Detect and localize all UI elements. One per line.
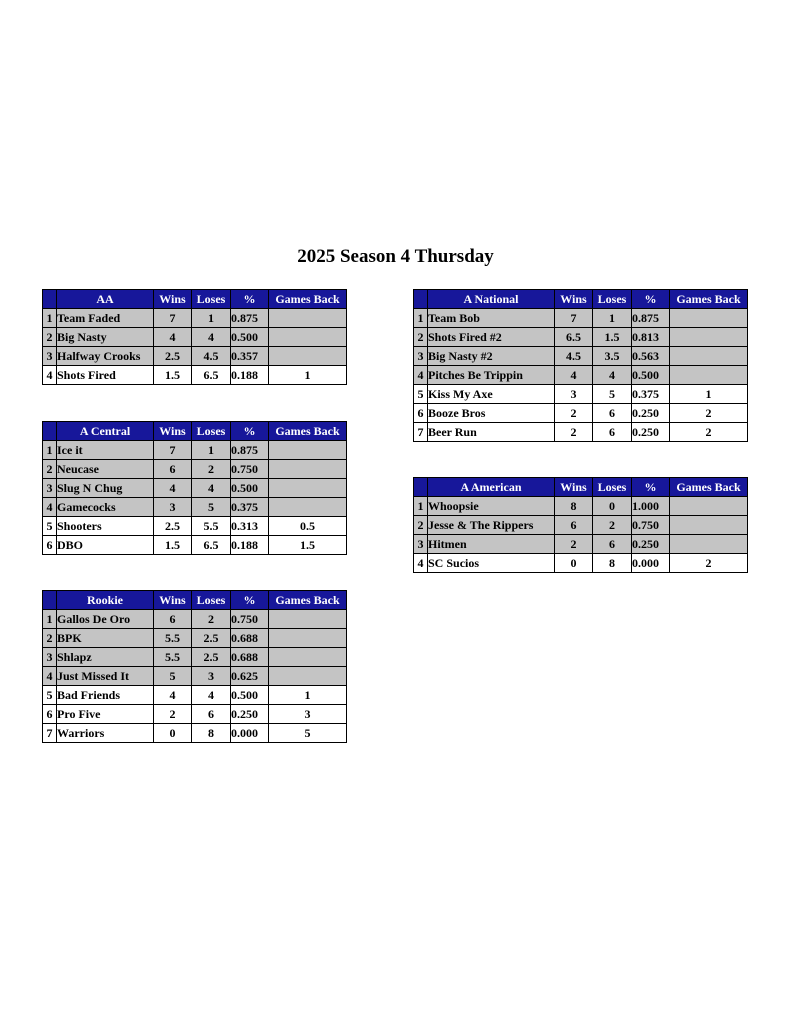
loses-cell: 6: [192, 705, 231, 724]
loses-cell: 0: [593, 497, 632, 516]
pct-header: %: [231, 290, 269, 309]
table-row: [414, 554, 748, 573]
team-name-cell: Beer Run: [428, 423, 555, 442]
pct-cell: 0.375: [632, 385, 670, 404]
games-back-cell: 1.5: [269, 536, 347, 555]
table-row: [43, 517, 347, 536]
wins-header: Wins: [555, 290, 593, 309]
team-name-cell: Pitches Be Trippin: [428, 366, 555, 385]
rank-cell: 2: [414, 516, 428, 535]
rank-cell: 3: [414, 535, 428, 554]
wins-cell: 2.5: [154, 347, 192, 366]
rank-header-cell: [43, 290, 57, 309]
games-back-cell: 2: [670, 404, 748, 423]
wins-cell: 6: [555, 516, 593, 535]
rank-header-cell: [43, 422, 57, 441]
rank-cell: 4: [43, 667, 57, 686]
table-row: [414, 404, 748, 423]
header-row: [43, 591, 347, 610]
team-name-cell: Just Missed It: [57, 667, 154, 686]
pct-cell: 0.250: [231, 705, 269, 724]
wins-header: Wins: [555, 478, 593, 497]
header-row: [43, 290, 347, 309]
team-name-cell: Big Nasty: [57, 328, 154, 347]
games-back-cell: 5: [269, 724, 347, 743]
table-row: [43, 498, 347, 517]
table-row: [43, 328, 347, 347]
pct-cell: 0.250: [632, 423, 670, 442]
loses-cell: 2: [593, 516, 632, 535]
team-name-cell: Team Bob: [428, 309, 555, 328]
loses-cell: 4: [192, 328, 231, 347]
rank-cell: 1: [43, 610, 57, 629]
games-back-cell: [670, 328, 748, 347]
games-back-cell: [269, 498, 347, 517]
rank-cell: 7: [414, 423, 428, 442]
loses-header: Loses: [192, 422, 231, 441]
wins-cell: 3: [555, 385, 593, 404]
table-row: [43, 648, 347, 667]
rank-cell: 1: [43, 441, 57, 460]
rank-cell: 2: [43, 460, 57, 479]
header-row: [414, 290, 748, 309]
team-name-cell: Gamecocks: [57, 498, 154, 517]
pct-cell: 0.813: [632, 328, 670, 347]
team-name-cell: Neucase: [57, 460, 154, 479]
team-name-cell: Jesse & The Rippers: [428, 516, 555, 535]
loses-cell: 3: [192, 667, 231, 686]
pct-header: %: [231, 422, 269, 441]
pct-cell: 0.750: [231, 610, 269, 629]
wins-cell: 2.5: [154, 517, 192, 536]
team-name-cell: DBO: [57, 536, 154, 555]
pct-cell: 0.500: [231, 479, 269, 498]
rank-cell: 6: [414, 404, 428, 423]
loses-cell: 6.5: [192, 536, 231, 555]
games-back-header: Games Back: [670, 290, 748, 309]
games-back-header: Games Back: [269, 591, 347, 610]
pct-cell: 0.375: [231, 498, 269, 517]
page-title: 2025 Season 4 Thursday: [297, 246, 494, 267]
wins-cell: 7: [154, 441, 192, 460]
wins-cell: 5: [154, 667, 192, 686]
rank-cell: 4: [43, 498, 57, 517]
table-row: [414, 309, 748, 328]
rank-cell: 1: [43, 309, 57, 328]
rank-cell: 2: [414, 328, 428, 347]
pct-cell: 0.313: [231, 517, 269, 536]
pct-cell: 0.688: [231, 629, 269, 648]
team-name-cell: Kiss My Axe: [428, 385, 555, 404]
table-row: [414, 535, 748, 554]
loses-cell: 4: [192, 686, 231, 705]
standings-table-rookie: [42, 590, 347, 743]
games-back-cell: 0.5: [269, 517, 347, 536]
division-name: Rookie: [57, 591, 154, 610]
rank-header-cell: [414, 290, 428, 309]
team-name-cell: Slug N Chug: [57, 479, 154, 498]
wins-cell: 0: [154, 724, 192, 743]
pct-cell: 0.000: [632, 554, 670, 573]
rank-cell: 2: [43, 328, 57, 347]
rank-cell: 6: [43, 705, 57, 724]
team-name-cell: Booze Bros: [428, 404, 555, 423]
games-back-cell: 1: [269, 366, 347, 385]
team-name-cell: Halfway Crooks: [57, 347, 154, 366]
table-row: [43, 460, 347, 479]
rank-cell: 4: [414, 366, 428, 385]
team-name-cell: Big Nasty #2: [428, 347, 555, 366]
division-name: A American: [428, 478, 555, 497]
table-row: [414, 497, 748, 516]
loses-cell: 5.5: [192, 517, 231, 536]
wins-cell: 5.5: [154, 648, 192, 667]
loses-cell: 1.5: [593, 328, 632, 347]
division-name: AA: [57, 290, 154, 309]
wins-cell: 6.5: [555, 328, 593, 347]
loses-cell: 2.5: [192, 648, 231, 667]
rank-cell: 3: [43, 347, 57, 366]
table-row: [414, 423, 748, 442]
wins-cell: 8: [555, 497, 593, 516]
wins-cell: 4.5: [555, 347, 593, 366]
table-row: [414, 328, 748, 347]
wins-cell: 7: [154, 309, 192, 328]
team-name-cell: Gallos De Oro: [57, 610, 154, 629]
header-row: [414, 478, 748, 497]
rank-cell: 5: [43, 686, 57, 705]
rank-cell: 1: [414, 309, 428, 328]
wins-header: Wins: [154, 591, 192, 610]
games-back-cell: [670, 366, 748, 385]
table-row: [43, 441, 347, 460]
pct-cell: 0.250: [632, 404, 670, 423]
pct-cell: 0.750: [632, 516, 670, 535]
loses-header: Loses: [593, 478, 632, 497]
pct-cell: 0.750: [231, 460, 269, 479]
games-back-cell: [269, 441, 347, 460]
loses-header: Loses: [192, 290, 231, 309]
rank-cell: 7: [43, 724, 57, 743]
games-back-header: Games Back: [269, 290, 347, 309]
wins-cell: 3: [154, 498, 192, 517]
games-back-cell: [269, 610, 347, 629]
team-name-cell: Shlapz: [57, 648, 154, 667]
team-name-cell: Shots Fired: [57, 366, 154, 385]
standings-table-aa: [42, 289, 347, 385]
wins-cell: 4: [154, 479, 192, 498]
pct-cell: 0.250: [632, 535, 670, 554]
games-back-cell: [269, 629, 347, 648]
games-back-cell: [269, 667, 347, 686]
pct-header: %: [632, 290, 670, 309]
rank-header-cell: [43, 591, 57, 610]
loses-cell: 1: [192, 441, 231, 460]
pct-cell: 0.357: [231, 347, 269, 366]
wins-header: Wins: [154, 290, 192, 309]
loses-cell: 8: [192, 724, 231, 743]
loses-cell: 6: [593, 423, 632, 442]
loses-cell: 6: [593, 535, 632, 554]
loses-cell: 1: [593, 309, 632, 328]
team-name-cell: Shooters: [57, 517, 154, 536]
pct-cell: 0.500: [632, 366, 670, 385]
table-row: [414, 516, 748, 535]
rank-cell: 3: [414, 347, 428, 366]
loses-cell: 4: [593, 366, 632, 385]
table-row: [414, 385, 748, 404]
team-name-cell: Warriors: [57, 724, 154, 743]
rank-cell: 1: [414, 497, 428, 516]
team-name-cell: SC Sucios: [428, 554, 555, 573]
pct-cell: 0.500: [231, 328, 269, 347]
loses-header: Loses: [192, 591, 231, 610]
rank-cell: 5: [43, 517, 57, 536]
standings-table-a-central: [42, 421, 347, 555]
wins-cell: 2: [154, 705, 192, 724]
wins-cell: 4: [154, 686, 192, 705]
table-row: [414, 366, 748, 385]
team-name-cell: Pro Five: [57, 705, 154, 724]
pct-header: %: [632, 478, 670, 497]
games-back-cell: [269, 648, 347, 667]
games-back-cell: 1: [269, 686, 347, 705]
wins-cell: 2: [555, 535, 593, 554]
loses-cell: 3.5: [593, 347, 632, 366]
loses-cell: 5: [593, 385, 632, 404]
team-name-cell: Hitmen: [428, 535, 555, 554]
team-name-cell: Whoopsie: [428, 497, 555, 516]
wins-cell: 4: [555, 366, 593, 385]
games-back-cell: 1: [670, 385, 748, 404]
loses-cell: 2: [192, 460, 231, 479]
wins-cell: 1.5: [154, 536, 192, 555]
games-back-cell: [670, 497, 748, 516]
games-back-cell: [269, 328, 347, 347]
loses-header: Loses: [593, 290, 632, 309]
rank-cell: 5: [414, 385, 428, 404]
table-row: [43, 705, 347, 724]
division-name: A National: [428, 290, 555, 309]
pct-cell: 0.188: [231, 536, 269, 555]
games-back-cell: [670, 309, 748, 328]
loses-cell: 2.5: [192, 629, 231, 648]
games-back-cell: [269, 347, 347, 366]
pct-cell: 0.500: [231, 686, 269, 705]
wins-header: Wins: [154, 422, 192, 441]
table-row: [43, 610, 347, 629]
table-row: [43, 536, 347, 555]
table-row: [43, 629, 347, 648]
pct-cell: 0.000: [231, 724, 269, 743]
wins-cell: 5.5: [154, 629, 192, 648]
pct-cell: 0.875: [231, 309, 269, 328]
pct-cell: 0.875: [231, 441, 269, 460]
team-name-cell: Bad Friends: [57, 686, 154, 705]
wins-cell: 0: [555, 554, 593, 573]
team-name-cell: Ice it: [57, 441, 154, 460]
games-back-cell: [670, 535, 748, 554]
games-back-header: Games Back: [269, 422, 347, 441]
team-name-cell: Team Faded: [57, 309, 154, 328]
loses-cell: 6.5: [192, 366, 231, 385]
team-name-cell: BPK: [57, 629, 154, 648]
standings-table-a-national: [413, 289, 748, 442]
rank-cell: 4: [414, 554, 428, 573]
table-row: [43, 347, 347, 366]
wins-cell: 2: [555, 404, 593, 423]
games-back-cell: [670, 516, 748, 535]
table-row: [43, 479, 347, 498]
loses-cell: 5: [192, 498, 231, 517]
pct-header: %: [231, 591, 269, 610]
loses-cell: 2: [192, 610, 231, 629]
loses-cell: 8: [593, 554, 632, 573]
table-row: [43, 724, 347, 743]
wins-cell: 1.5: [154, 366, 192, 385]
rank-header-cell: [414, 478, 428, 497]
games-back-cell: [670, 347, 748, 366]
rank-cell: 3: [43, 648, 57, 667]
team-name-cell: Shots Fired #2: [428, 328, 555, 347]
standings-table-a-american: [413, 477, 748, 573]
wins-cell: 4: [154, 328, 192, 347]
wins-cell: 6: [154, 610, 192, 629]
pct-cell: 1.000: [632, 497, 670, 516]
division-name: A Central: [57, 422, 154, 441]
loses-cell: 6: [593, 404, 632, 423]
pct-cell: 0.875: [632, 309, 670, 328]
table-row: [43, 686, 347, 705]
rank-cell: 4: [43, 366, 57, 385]
table-row: [43, 667, 347, 686]
games-back-cell: [269, 460, 347, 479]
wins-cell: 2: [555, 423, 593, 442]
pct-cell: 0.625: [231, 667, 269, 686]
loses-cell: 4: [192, 479, 231, 498]
rank-cell: 3: [43, 479, 57, 498]
header-row: [43, 422, 347, 441]
table-row: [43, 366, 347, 385]
games-back-cell: 2: [670, 554, 748, 573]
wins-cell: 7: [555, 309, 593, 328]
games-back-cell: [269, 309, 347, 328]
games-back-cell: 2: [670, 423, 748, 442]
table-row: [43, 309, 347, 328]
rank-cell: 2: [43, 629, 57, 648]
games-back-header: Games Back: [670, 478, 748, 497]
pct-cell: 0.688: [231, 648, 269, 667]
wins-cell: 6: [154, 460, 192, 479]
rank-cell: 6: [43, 536, 57, 555]
loses-cell: 1: [192, 309, 231, 328]
pct-cell: 0.188: [231, 366, 269, 385]
pct-cell: 0.563: [632, 347, 670, 366]
table-row: [414, 347, 748, 366]
loses-cell: 4.5: [192, 347, 231, 366]
games-back-cell: 3: [269, 705, 347, 724]
games-back-cell: [269, 479, 347, 498]
